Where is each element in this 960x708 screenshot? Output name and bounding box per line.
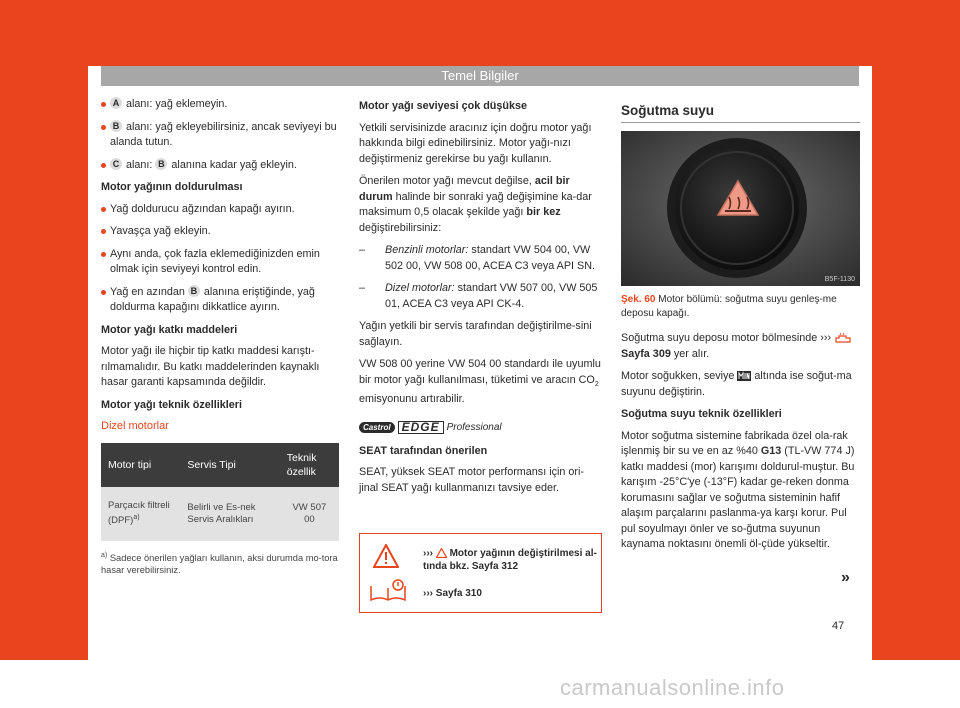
castrol-logo: Castrol [359, 422, 395, 433]
oil-brand-logos [359, 422, 602, 434]
manual-book-icon [368, 578, 408, 604]
list-item: Yağ doldurucu ağzından kapağı ayırın. [101, 202, 339, 218]
warning-text: ››› Motor yağının değiştirilmesi al-tında bkz. Sayfa 312 [423, 548, 597, 572]
continue-arrow-icon: » [841, 569, 850, 586]
paragraph: Motor soğukken, seviye altında ise soğut-ma suyunu değiştirin. [621, 370, 852, 398]
section-heading: Motor yağı teknik özellikleri [101, 398, 242, 411]
list-item [101, 97, 339, 113]
edge-logo: EDGE [398, 421, 444, 434]
table-cell: Belirli ve Es-nek Servis Aralıkları [180, 487, 279, 541]
section-title: Soğutma suyu [621, 103, 715, 118]
paragraph: Önerilen motor yağı mevcut değilse, acil bir durum halinde bir sonraki yağ değişimine ka-dar maksimum 0,5 olacak şekilde yağı bir kez değiştirebilirsiniz: [359, 175, 592, 234]
section-heading: Motor yağının doldurulması [101, 181, 243, 193]
chapter-header: Temel Bilgiler [101, 66, 859, 86]
section-heading: Soğutma suyu teknik özellikleri [621, 408, 782, 420]
engine-hot-icon [834, 333, 852, 344]
table-header: Servis Tipi [180, 443, 279, 487]
page-number: 47 [832, 620, 845, 632]
label-badge: B [110, 120, 122, 132]
paragraph: Yağın yetkili bir servis tarafından değiştirilme-sini sağlayın. [359, 320, 592, 348]
column-left [101, 97, 339, 577]
list-item: Yavaşça yağ ekleyin. [101, 224, 339, 240]
figure-reference: B5F-1130 [824, 276, 855, 283]
warning-small-icon [436, 548, 447, 558]
paragraph: VW 508 00 yerine VW 504 00 standardı ile uyumlu bir motor yağı kullanılması, tüketimi ve aracın $CO_2$ emisyonunu artırabilir. [359, 358, 601, 406]
paragraph: SEAT, yüksek SEAT motor performansı için ori-jinal SEAT yağı kullanmanızı tavsiye eder. [359, 466, 585, 494]
page-reference-link[interactable]: ››› Sayfa 310 [423, 588, 482, 599]
table-cell: Parçacık filtreli (DPF)$^{a)}$ [101, 487, 180, 541]
watermark: carmanualsonline.info [560, 675, 785, 700]
label-badge: B [188, 285, 200, 297]
table-header: Teknik özellik [280, 443, 339, 487]
list-item-text: alanına kadar yağ ekleyin. [171, 158, 297, 171]
label-badge: A [110, 97, 122, 109]
list-item-text: alanı: [126, 158, 153, 171]
min-mark-icon [737, 371, 751, 381]
list-item-text: Yağ en azından [110, 285, 185, 298]
figure-caption: Şek. 60 Motor bölümü: soğutma suyu genleş-me deposu kapağı. [621, 294, 837, 319]
column-right-body [621, 331, 860, 560]
table-cell: VW 507 00 [280, 487, 339, 541]
oil-spec-table [101, 443, 339, 541]
list-item-text: alanı: yağ eklemeyin. [126, 98, 228, 110]
list-item: Aynı anda, çok fazla eklemediğinizden emin olmak için seviyeyi kontrol edin. [101, 247, 339, 278]
paragraph: Motor soğutma sistemine fabrikada özel ola-rak işlenmiş bir su ve en az %40 G13 (TL-VW 774 J) katkı maddesi (mor) karışımı doldurul-muştur. Bu karışım -25°C'ye (-13°F) kadar ge-reken donma korumasını sağlar ve soğutma sisteminin hafif alaşım parçalarını paslanma-ya karşı korur. Pul pul soyulmayı önler ve so-ğutma suyunun kaynama noktasını önemli öl-çüde yükseltir. [621, 429, 855, 550]
paragraph: Soğutma suyu deposu motor bölmesinde ››› Sayfa 309 yer alır. [621, 331, 860, 362]
list-item [101, 158, 339, 174]
subsection-heading: Dizel motorlar [101, 420, 169, 432]
title-divider [621, 122, 860, 123]
list-item: – Dizel motorlar: standart VW 507 00, VW 505 01, ACEA C3 veya API CK-4. [359, 281, 602, 312]
paragraph: Yetkili servisinizde aracınız için doğru motor yağı hakkında bilgi edinebilirsiniz. Motor yağı-nızı değiştirmeniz gerekirse bu yağı kullanın. [359, 121, 592, 165]
coolant-cap-figure [621, 131, 860, 286]
coolant-cap-image [621, 131, 860, 286]
section-heading: SEAT tarafından önerilen [359, 444, 488, 457]
column-middle [359, 97, 602, 503]
list-item-text: alanı: yağ ekleyebilirsiniz, ancak seviyeyi bu alanda tutun. [110, 120, 337, 148]
list-item-text: alanına eriştiğinde, yağ doldurma kapağını dikkatlice ayırın. [110, 285, 315, 313]
label-badge: C [110, 158, 122, 170]
table-row [101, 487, 339, 541]
list-item [101, 120, 339, 151]
professional-logo: Professional [446, 421, 502, 433]
warning-box [359, 533, 602, 613]
warning-triangle-icon [373, 544, 399, 568]
paragraph: Motor yağı ile hiçbir tip katkı maddesi karıştı-rılmamalıdır. Bu katkı maddelerinden kaynaklı hasar garanti kapsamında değildir. [101, 345, 320, 388]
list-item: – Benzinli motorlar: standart VW 504 00, VW 502 00, VW 508 00, ACEA C3 veya API SN. [359, 243, 602, 274]
section-heading: Motor yağı seviyesi çok düşükse [359, 100, 528, 112]
footnote: $^{a)}$ Sadece önerilen yağları kullanın, aksi durumda mo-tora hasar verebilirsiniz. [101, 551, 338, 576]
label-badge: B [155, 158, 167, 170]
table-header: Motor tipi [101, 443, 180, 487]
list-item [101, 285, 339, 316]
section-heading: Motor yağı katkı maddeleri [101, 323, 238, 336]
